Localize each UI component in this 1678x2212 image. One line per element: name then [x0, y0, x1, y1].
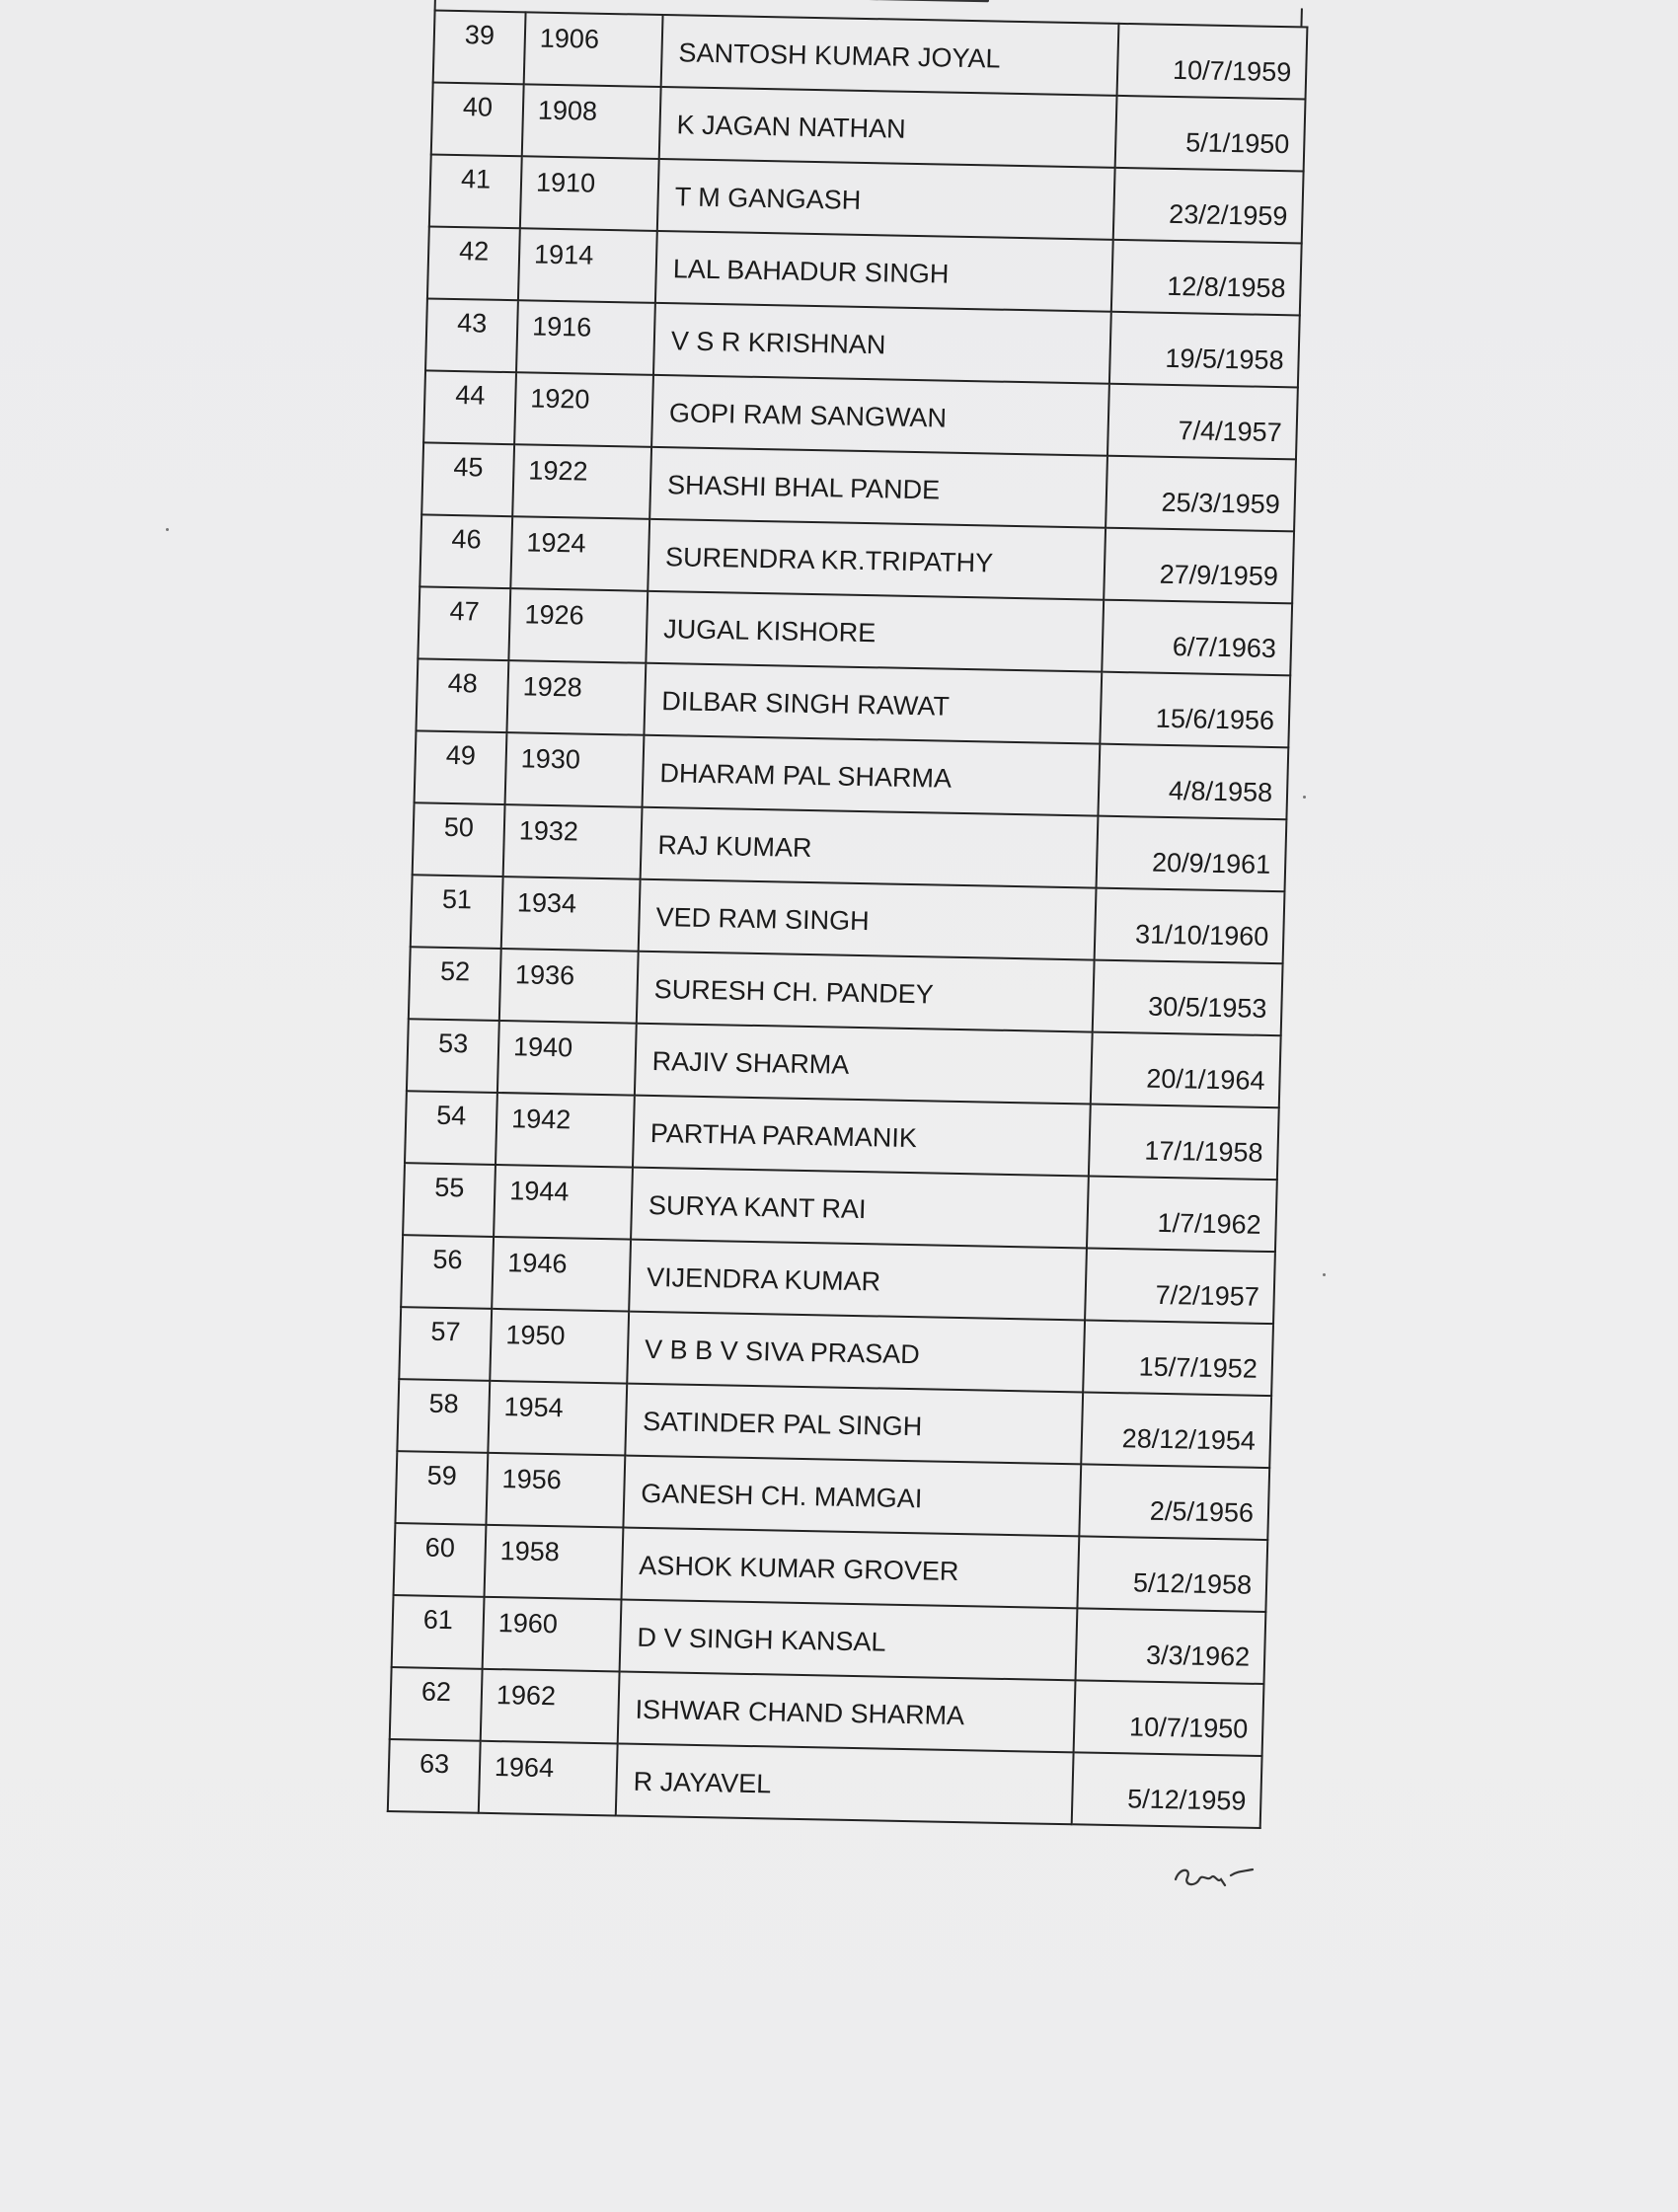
date-of-birth-cell-text: 15/6/1956 [1155, 703, 1275, 736]
date-of-birth-cell [1102, 600, 1292, 676]
date-of-birth-cell [1104, 528, 1294, 604]
personnel-table [387, 10, 1309, 1829]
serial-number-cell [431, 83, 524, 157]
employee-code-cell [481, 1669, 620, 1744]
serial-number-cell [421, 442, 514, 516]
employee-code-cell [524, 12, 663, 87]
table-body [388, 11, 1308, 1828]
employee-code-cell [510, 516, 649, 591]
employee-code-cell [490, 1309, 629, 1384]
serial-number-cell-text: 61 [422, 1604, 454, 1636]
employee-code-cell [508, 588, 648, 663]
employee-name-cell-text: LAL BAHADUR SINGH [672, 254, 950, 289]
employee-code-cell [518, 228, 657, 303]
employee-name-cell [639, 879, 1097, 960]
date-of-birth-cell [1097, 816, 1287, 892]
serial-number-cell [405, 1091, 497, 1165]
employee-code-cell [496, 1093, 635, 1168]
employee-name-cell-text: T M GANGASH [674, 182, 862, 215]
employee-name-cell-text: GOPI RAM SANGWAN [668, 398, 948, 433]
serial-number-cell [433, 11, 526, 85]
serial-number-cell [390, 1667, 483, 1741]
employee-name-cell-text: SURYA KANT RAI [648, 1189, 867, 1225]
date-of-birth-cell [1085, 1248, 1275, 1324]
employee-code-cell-text: 1934 [516, 887, 577, 919]
employee-name-cell-text: V B B V SIVA PRASAD [644, 1334, 921, 1370]
serial-number-cell-text: 49 [445, 739, 477, 771]
date-of-birth-cell-text: 23/2/1959 [1168, 198, 1288, 232]
serial-number-cell [423, 370, 516, 444]
employee-code-cell [512, 444, 651, 519]
date-of-birth-cell-text: 25/3/1959 [1161, 487, 1281, 520]
date-of-birth-cell [1100, 672, 1290, 748]
serial-number-cell-text: 56 [432, 1244, 463, 1275]
serial-number-cell-text: 44 [454, 380, 486, 411]
employee-name-cell [659, 87, 1117, 168]
date-of-birth-cell [1095, 888, 1285, 964]
serial-number-cell [418, 586, 510, 660]
employee-name-cell-text: DILBAR SINGH RAWAT [660, 686, 951, 722]
serial-number-cell [427, 226, 520, 300]
serial-number-cell-text: 50 [443, 811, 475, 843]
employee-name-cell [641, 807, 1099, 888]
date-of-birth-cell-text: 6/7/1963 [1172, 632, 1277, 664]
date-of-birth-cell [1098, 744, 1288, 820]
date-of-birth-cell [1106, 456, 1296, 532]
serial-number-cell-text: 62 [420, 1676, 452, 1708]
scan-speck [166, 528, 169, 531]
employee-name-cell-text: SURENDRA KR.TRIPATHY [664, 542, 994, 578]
date-of-birth-cell [1089, 1105, 1279, 1181]
employee-code-cell [492, 1237, 631, 1312]
date-of-birth-cell [1072, 1752, 1262, 1828]
date-of-birth-cell [1107, 384, 1298, 460]
serial-number-cell-text: 39 [464, 20, 496, 50]
date-of-birth-cell [1113, 168, 1304, 244]
employee-name-cell-text: JUGAL KISHORE [662, 614, 877, 648]
serial-number-cell [403, 1163, 496, 1237]
date-of-birth-cell-text: 2/5/1956 [1149, 1495, 1255, 1528]
employee-name-cell [631, 1168, 1089, 1249]
date-of-birth-cell-text: 28/12/1954 [1121, 1423, 1257, 1456]
employee-name-cell [635, 1024, 1093, 1105]
personnel-table-wrapper [387, 0, 1303, 1829]
date-of-birth-cell-text: 27/9/1959 [1159, 559, 1279, 592]
serial-number-cell [425, 298, 518, 372]
date-of-birth-cell-text: 20/1/1964 [1145, 1063, 1265, 1096]
employee-code-cell-text: 1936 [514, 959, 575, 991]
employee-code-cell-text: 1930 [520, 743, 581, 775]
date-of-birth-cell [1117, 24, 1308, 100]
employee-name-cell [637, 952, 1095, 1032]
employee-name-cell-text: PARTHA PARAMANIK [649, 1117, 918, 1154]
date-of-birth-cell-text: 7/4/1957 [1178, 416, 1283, 448]
employee-code-cell [506, 660, 646, 735]
employee-name-cell-text: RAJIV SHARMA [651, 1045, 850, 1080]
date-of-birth-cell [1076, 1608, 1266, 1684]
serial-number-cell-text: 41 [460, 164, 492, 194]
date-of-birth-cell-text: 31/10/1960 [1134, 919, 1269, 952]
employee-name-cell-text: SATINDER PAL SINGH [642, 1406, 923, 1442]
serial-number-cell [401, 1235, 494, 1309]
date-of-birth-cell [1083, 1320, 1273, 1396]
serial-number-cell-text: 63 [419, 1748, 450, 1780]
employee-name-cell [657, 159, 1115, 240]
employee-name-cell [648, 519, 1106, 600]
employee-code-cell [483, 1597, 622, 1672]
date-of-birth-cell-text: 5/1/1950 [1184, 127, 1290, 160]
serial-number-cell-text: 51 [441, 883, 473, 915]
date-of-birth-cell-text: 30/5/1953 [1147, 991, 1267, 1024]
employee-name-cell-text: V S R KRISHNAN [670, 326, 886, 360]
employee-code-cell [516, 300, 655, 375]
employee-name-cell-text: SANTOSH KUMAR JOYAL [678, 38, 1001, 74]
employee-name-cell-text: ASHOK KUMAR GROVER [639, 1550, 959, 1587]
employee-code-cell [488, 1381, 627, 1456]
serial-number-cell-text: 55 [433, 1172, 465, 1203]
employee-name-cell-text: VED RAM SINGH [655, 902, 870, 937]
date-of-birth-cell [1077, 1536, 1267, 1612]
date-of-birth-cell-text: 20/9/1961 [1151, 847, 1271, 879]
date-of-birth-cell-text: 12/8/1958 [1166, 270, 1286, 304]
employee-name-cell [625, 1384, 1083, 1465]
employee-code-cell-text: 1944 [508, 1176, 570, 1207]
date-of-birth-cell [1074, 1680, 1264, 1756]
employee-code-cell [497, 1021, 637, 1096]
employee-code-cell-text: 1950 [505, 1320, 566, 1351]
employee-name-cell-text: SURESH CH. PANDEY [653, 974, 935, 1010]
serial-number-cell [416, 658, 508, 732]
date-of-birth-cell [1109, 312, 1300, 388]
employee-name-cell [627, 1312, 1085, 1393]
serial-number-cell [395, 1451, 488, 1525]
date-of-birth-cell [1079, 1464, 1269, 1540]
serial-number-cell [392, 1595, 485, 1669]
serial-number-cell [388, 1739, 481, 1813]
scan-speck [1323, 1273, 1326, 1276]
employee-code-cell-text: 1946 [507, 1248, 568, 1279]
serial-number-cell-text: 42 [458, 236, 490, 267]
employee-name-cell [623, 1456, 1081, 1537]
employee-code-cell-text: 1914 [533, 239, 594, 270]
employee-name-cell [644, 663, 1102, 744]
employee-code-cell-text: 1964 [494, 1752, 555, 1784]
employee-code-cell-text: 1940 [512, 1031, 573, 1063]
employee-name-cell [618, 1671, 1076, 1752]
date-of-birth-cell [1081, 1392, 1271, 1468]
scan-speck [1303, 796, 1306, 799]
employee-code-cell [514, 372, 653, 447]
employee-code-cell [494, 1165, 633, 1240]
date-of-birth-cell [1087, 1176, 1277, 1252]
serial-number-cell [394, 1523, 487, 1597]
employee-name-cell [620, 1599, 1078, 1680]
employee-code-cell-text: 1908 [537, 95, 598, 126]
date-of-birth-cell-text: 5/12/1958 [1132, 1567, 1253, 1600]
serial-number-cell-text: 47 [449, 595, 481, 627]
serial-number-cell [407, 1019, 499, 1093]
serial-number-cell [413, 802, 505, 877]
date-of-birth-cell-text: 4/8/1958 [1168, 775, 1273, 807]
employee-name-cell-text: RAJ KUMAR [657, 830, 812, 864]
employee-code-cell-text: 1916 [531, 311, 592, 343]
employee-name-cell-text: K JAGAN NATHAN [676, 110, 907, 144]
employee-code-cell [503, 804, 643, 879]
date-of-birth-cell [1091, 1032, 1281, 1108]
serial-number-cell [411, 875, 503, 949]
date-of-birth-cell-text: 3/3/1962 [1145, 1640, 1251, 1672]
employee-code-cell [499, 949, 639, 1024]
employee-name-cell [633, 1096, 1091, 1177]
employee-name-cell [616, 1743, 1074, 1824]
serial-number-cell [429, 155, 522, 229]
serial-number-cell [415, 730, 507, 804]
employee-code-cell-text: 1958 [499, 1536, 561, 1567]
employee-code-cell-text: 1928 [522, 671, 583, 703]
employee-name-cell [655, 231, 1113, 312]
serial-number-cell-text: 57 [430, 1316, 461, 1347]
date-of-birth-cell-text: 5/12/1959 [1126, 1784, 1247, 1816]
cut-off-text-fragment [673, 0, 989, 2]
employee-name-cell [649, 447, 1107, 528]
date-of-birth-cell [1115, 96, 1306, 172]
date-of-birth-cell-text: 17/1/1958 [1144, 1135, 1263, 1168]
employee-code-cell-text: 1906 [539, 23, 600, 54]
date-of-birth-cell-text: 10/7/1959 [1172, 54, 1292, 88]
employee-code-cell-text: 1920 [529, 383, 590, 415]
serial-number-cell-text: 58 [428, 1388, 460, 1419]
serial-number-cell-text: 48 [447, 667, 479, 699]
employee-name-cell [653, 303, 1111, 384]
serial-number-cell-text: 59 [426, 1460, 458, 1491]
employee-code-cell [520, 156, 659, 231]
serial-number-cell-text: 45 [453, 452, 484, 483]
employee-name-cell-text: R JAYAVEL [633, 1766, 772, 1799]
serial-number-cell-text: 52 [439, 955, 471, 987]
serial-number-cell [409, 947, 501, 1021]
employee-name-cell [646, 591, 1104, 672]
employee-name-cell-text: DHARAM PAL SHARMA [659, 758, 953, 794]
employee-name-cell [661, 15, 1119, 96]
serial-number-cell-text: 43 [456, 308, 488, 339]
employee-code-cell [522, 84, 661, 159]
serial-number-cell-text: 60 [424, 1532, 456, 1564]
employee-code-cell-text: 1954 [503, 1392, 565, 1423]
employee-code-cell-text: 1924 [526, 527, 586, 559]
employee-code-cell [479, 1741, 618, 1816]
employee-name-cell-text: D V SINGH KANSAL [637, 1622, 886, 1657]
serial-number-cell-text: 53 [437, 1028, 469, 1059]
serial-number-cell-text: 40 [462, 92, 494, 122]
serial-number-cell [399, 1307, 492, 1381]
employee-name-cell [651, 375, 1109, 456]
employee-code-cell-text: 1956 [501, 1464, 563, 1495]
date-of-birth-cell-text: 19/5/1958 [1165, 343, 1284, 376]
table-row [388, 1739, 1262, 1828]
employee-name-cell-text: VIJENDRA KUMAR [646, 1261, 881, 1297]
employee-code-cell-text: 1960 [497, 1608, 559, 1640]
employee-code-cell-text: 1922 [528, 455, 588, 487]
employee-name-cell [621, 1528, 1079, 1609]
employee-code-cell [486, 1453, 625, 1528]
serial-number-cell-text: 54 [435, 1100, 467, 1131]
date-of-birth-cell [1093, 960, 1283, 1036]
employee-code-cell-text: 1942 [510, 1104, 572, 1135]
serial-number-cell [397, 1379, 490, 1453]
employee-name-cell-text: SHASHI BHAL PANDE [666, 470, 941, 505]
employee-code-cell [501, 877, 641, 952]
employee-code-cell-text: 1962 [496, 1680, 557, 1712]
date-of-birth-cell-text: 15/7/1952 [1138, 1351, 1258, 1384]
employee-name-cell [629, 1240, 1087, 1321]
date-of-birth-cell-text: 7/2/1957 [1155, 1279, 1260, 1312]
employee-code-cell-text: 1926 [524, 599, 585, 631]
signature-mark [1170, 1858, 1278, 1897]
serial-number-cell-text: 46 [451, 523, 482, 555]
date-of-birth-cell-text: 1/7/1962 [1157, 1207, 1262, 1240]
serial-number-cell [420, 514, 512, 588]
employee-name-cell-text: GANESH CH. MAMGAI [640, 1478, 923, 1514]
employee-name-cell-text: ISHWAR CHAND SHARMA [635, 1694, 965, 1731]
employee-code-cell-text: 1932 [518, 815, 579, 847]
employee-code-cell [485, 1525, 624, 1600]
employee-code-cell-text: 1910 [535, 167, 596, 198]
employee-name-cell [643, 735, 1101, 816]
date-of-birth-cell-text: 10/7/1950 [1128, 1712, 1249, 1744]
employee-code-cell [505, 732, 645, 807]
date-of-birth-cell [1111, 240, 1302, 316]
